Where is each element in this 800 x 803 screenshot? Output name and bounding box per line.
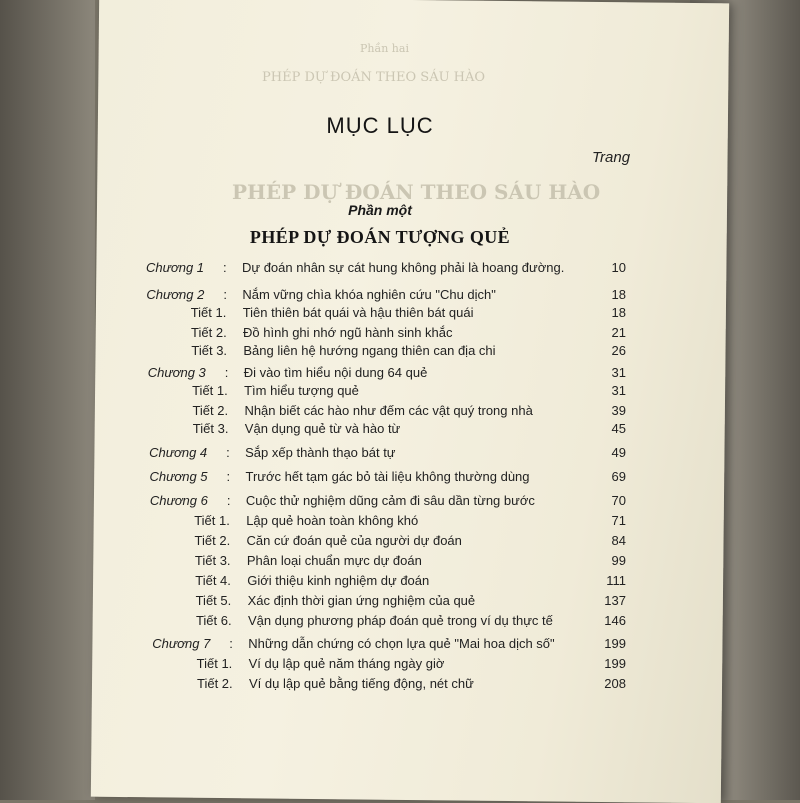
entry-title: Đi vào tìm hiểu nội dung 64 quẻ [243, 365, 428, 380]
page-number: 49 [611, 445, 626, 460]
page-number: 31 [611, 365, 626, 380]
page-number: 70 [611, 493, 626, 508]
chapter-label: Chương 2 [146, 287, 205, 302]
page-number: 71 [611, 513, 626, 528]
part-title: PHÉP DỰ ĐOÁN TƯỢNG QUẺ [249, 227, 511, 247]
entry-title: Tìm hiểu tượng quẻ [244, 383, 359, 398]
chapter-label: Chương 6 [149, 493, 208, 508]
section-label: Tiết 1. [192, 383, 228, 398]
entry-title: Sắp xếp thành thạo bát tự [245, 445, 396, 460]
section-label: Tiết 2. [197, 676, 233, 691]
entry-title: Giới thiệu kinh nghiệm dự đoán [247, 573, 430, 588]
chapter-label: Chương 3 [147, 365, 206, 380]
page-number: 111 [606, 573, 626, 588]
entry-title: Tiên thiên bát quái và hậu thiên bát quái [242, 305, 474, 320]
entry-title: Phân loại chuẩn mực dự đoán [246, 553, 422, 568]
page-number: 31 [611, 383, 626, 398]
page-number: 137 [604, 593, 626, 608]
page-column-label: Trang [592, 149, 631, 166]
page-number: 99 [611, 553, 626, 568]
entry-title: Xác định thời gian ứng nghiệm của quẻ [247, 593, 476, 608]
page-number: 199 [604, 636, 626, 651]
separator-colon: : [226, 493, 231, 508]
entry-title: Dự đoán nhân sự cát hung không phải là hoang đường. [242, 260, 565, 275]
section-label: Tiết 1. [194, 513, 230, 528]
entry-title: Lập quẻ hoàn toàn không khó [246, 513, 419, 528]
chapter-label: Chương 5 [149, 469, 208, 484]
entry-title: Nắm vững chìa khóa nghiên cứu "Chu dịch" [242, 287, 496, 302]
section-label: Tiết 1. [190, 305, 227, 320]
page-number: 146 [604, 613, 626, 628]
chapter-label: Chương 4 [149, 445, 208, 460]
page-number: 199 [604, 656, 626, 671]
bleed-through-text: PHÉP DỰ ĐOÁN THEO SÁU HÀO [262, 70, 486, 85]
entry-title: Ví dụ lập quẻ năm tháng ngày giờ [248, 656, 445, 671]
page-number: 21 [611, 325, 626, 340]
section-label: Tiết 1. [196, 656, 233, 671]
page-number: 84 [611, 533, 626, 548]
entry-title: Trước hết tạm gác bỏ tài liệu không thường dùng [245, 469, 530, 484]
page-number: 208 [604, 676, 626, 691]
bleed-through-text: PHÉP DỰ ĐOÁN THEO SÁU HÀO [232, 180, 601, 204]
section-label: Tiết 5. [195, 593, 232, 608]
entry-title: Cuộc thử nghiệm dũng cảm đi sâu dần từng bước [245, 493, 535, 508]
page-number: 69 [611, 469, 626, 484]
section-label: Tiết 2. [191, 325, 227, 340]
entry-title: Bảng liên hệ hướng ngang thiên can địa chi [243, 343, 496, 358]
separator-colon: : [223, 260, 227, 275]
entry-title: Những dẫn chứng có chọn lựa quẻ "Mai hoa dịch số" [248, 636, 555, 651]
entry-title: Đồ hình ghi nhớ ngũ hành sinh khắc [243, 325, 453, 340]
section-label: Tiết 6. [195, 613, 232, 628]
page-title: MỤC LỤC [326, 113, 434, 138]
section-label: Tiết 3. [192, 421, 229, 436]
bleed-through-text: Phần hai [360, 42, 409, 55]
separator-colon: : [224, 365, 229, 380]
section-label: Tiết 3. [194, 553, 231, 568]
section-label: Tiết 4. [195, 573, 231, 588]
page-number: 10 [611, 260, 626, 275]
section-label: Tiết 3. [191, 343, 228, 358]
chapter-label: Chương 7 [152, 636, 211, 651]
entry-title: Vận dụng quẻ từ và hào từ [244, 421, 401, 436]
entry-title: Vận dụng phương pháp đoán quẻ trong ví dụ thực tế [247, 613, 553, 628]
part-label: Phần một [348, 202, 412, 218]
chapter-label: Chương 1 [146, 260, 205, 275]
page-number: 45 [611, 421, 626, 436]
section-label: Tiết 2. [194, 533, 231, 548]
entry-title: Ví dụ lập quẻ bằng tiếng động, nét chữ [249, 676, 474, 691]
page-number: 39 [611, 403, 626, 418]
page-number: 18 [611, 305, 626, 320]
separator-colon: : [226, 445, 230, 460]
entry-title: Căn cứ đoán quẻ của người dự đoán [246, 533, 462, 548]
entry-title: Nhận biết các hào như đếm các vật quý trong nhà [244, 403, 533, 418]
page-number: 18 [611, 287, 626, 302]
page-number: 26 [611, 343, 626, 358]
section-label: Tiết 2. [192, 403, 229, 418]
separator-colon: : [226, 469, 231, 484]
separator-colon: : [223, 287, 227, 302]
separator-colon: : [229, 636, 233, 651]
